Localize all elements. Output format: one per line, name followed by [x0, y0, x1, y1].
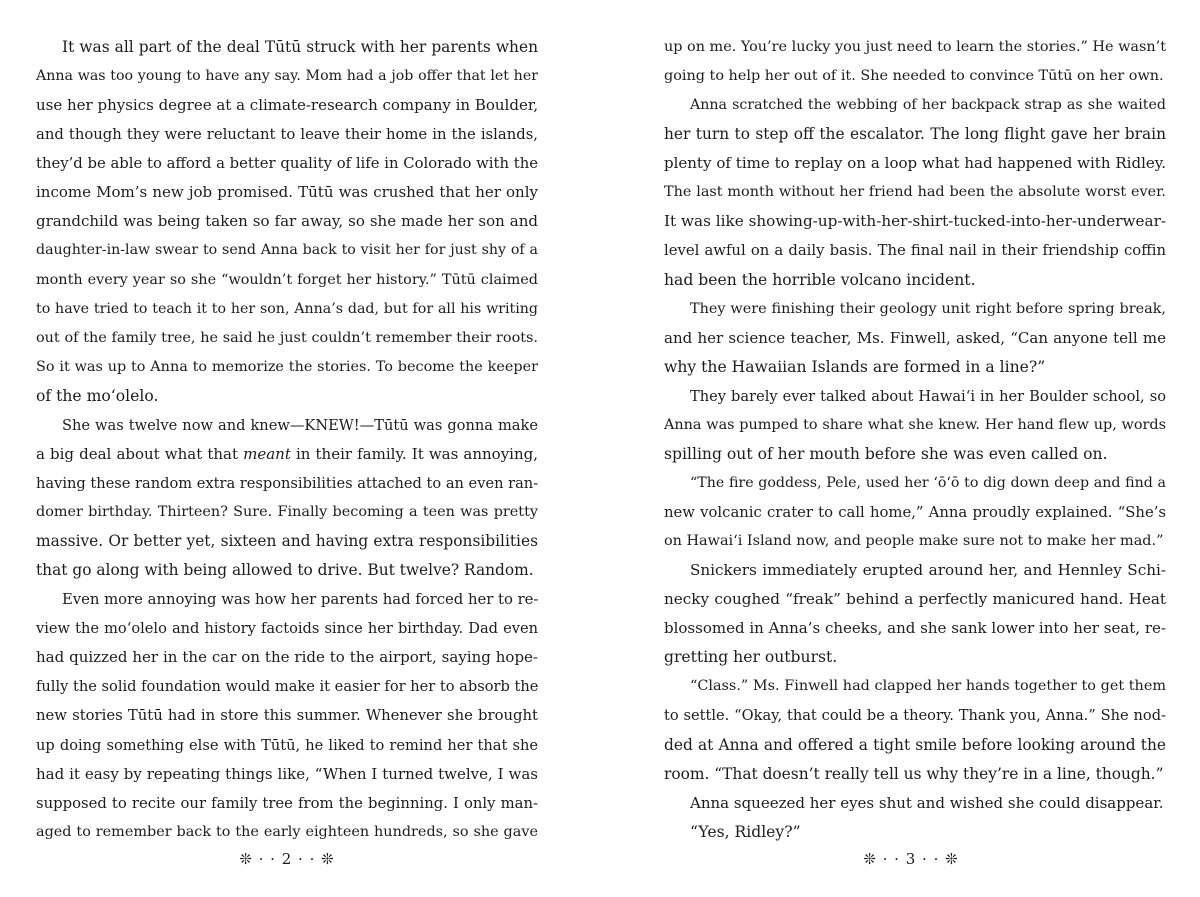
text-line: new volcanic crater to call home,” Anna proudly explained. “She’s [664, 504, 1166, 521]
right-page [664, 33, 1166, 847]
text-line: having these random extra responsibilities attached to an even ran- [36, 474, 539, 492]
text-line: her turn to step off the escalator. The long flight gave her brain [664, 125, 1166, 144]
text-line: They were finishing their geology unit right before spring break, [690, 300, 1166, 317]
text-line: new stories Tūtū had in store this summer. Whenever she brought [36, 707, 538, 725]
text-line: out of the family tree, he said he just couldn’t remember their roots. [36, 329, 538, 346]
text-line: It was like showing-up-with-her-shirt-tucked-into-her-underwear- [664, 212, 1166, 231]
text-line: why the Hawaiian Islands are formed in a line?” [664, 357, 1046, 376]
text-line: to settle. “Okay, that could be a theory. Thank you, Anna.” She nod- [664, 707, 1166, 725]
text-line: had it easy by repeating things like, “When I turned twelve, I was [36, 764, 538, 783]
text-line: grandchild was being taken so far away, so she made her son and [36, 212, 538, 231]
text-line: fully the solid foundation would make it easier for her to absorb the [36, 678, 539, 696]
text-line: that go along with being allowed to drive. But twelve? Random. [36, 561, 534, 580]
text-line: Anna was too young to have any say. Mom had a job offer that let her [36, 68, 538, 85]
text-line: up doing something else with Tūtū, he liked to remind her that she [36, 736, 538, 754]
text-line: had quizzed her in the car on the ride to the airport, saying hope- [36, 648, 538, 667]
text-line: going to help her out of it. She needed to convince Tūtū on her own. [664, 68, 1164, 85]
text-line: had been the horrible volcano incident. [664, 270, 976, 289]
text-line: It was all part of the deal Tūtū struck with her parents when [62, 38, 538, 56]
text-line: view the moʻolelo and history factoids since her birthday. Dad even [36, 620, 538, 638]
text-line: blossomed in Anna’s cheeks, and she sank lower into her seat, re- [664, 619, 1166, 638]
left-page [36, 33, 538, 847]
text-line: of the moʻolelo. [36, 386, 159, 405]
text-line: Anna was pumped to share what she knew. Her hand flew up, words [664, 416, 1166, 433]
text-line: and her science teacher, Ms. Finwell, asked, “Can anyone tell me [664, 328, 1166, 347]
text-line: Even more annoying was how her parents had forced her to re- [62, 591, 539, 609]
text-line: month every year so she “wouldn’t forget her history.” Tūtū claimed [36, 271, 538, 288]
page-number: ❊ · · 2 · · ❊ [239, 850, 335, 868]
text-line: So it was up to Anna to memorize the stories. To become the keeper [36, 358, 538, 375]
text-line: and though they were reluctant to leave their home in the islands, [36, 126, 538, 144]
text-line: “Class.” Ms. Finwell had clapped her hands together to get them [690, 678, 1166, 695]
text-line: they’d be able to afford a better quality of life in Colorado with the [36, 155, 538, 173]
text-line: level awful on a daily basis. The final nail in their friendship coffin [664, 242, 1166, 260]
text-line: “Yes, Ridley?” [690, 822, 801, 841]
text-line: supposed to recite our family tree from the beginning. I only man- [36, 794, 538, 812]
emphasis-text: meant [243, 444, 291, 463]
text-line: up on me. You’re lucky you just need to learn the stories.” He wasn’t [664, 39, 1166, 55]
text-line: She was twelve now and knew—KNEW!—Tūtū was gonna make [62, 416, 538, 434]
page-number: ❊ · · 3 · · ❊ [863, 850, 959, 868]
text-line: to have tried to teach it to her son, Anna’s dad, but for all his writing [36, 300, 538, 317]
text-line: necky coughed “freak” behind a perfectly manicured hand. Heat [664, 590, 1166, 609]
text-line: Snickers immediately erupted around her, and Hennley Schi- [690, 561, 1166, 580]
text-fragment: a big deal about what that [36, 444, 244, 463]
text-line: daughter-in-law swear to send Anna back to visit her for just shy of a [36, 242, 538, 259]
text-line: ded at Anna and offered a tight smile before looking around the [664, 735, 1166, 754]
text-line: massive. Or better yet, sixteen and having extra responsibilities [36, 532, 538, 551]
text-fragment: in their family. It was annoying, [290, 444, 538, 463]
text-line [36, 440, 538, 469]
text-line: room. “That doesn’t really tell us why they’re in a line, though.” [664, 764, 1164, 783]
text-line: domer birthday. Thirteen? Sure. Finally becoming a teen was pretty [36, 504, 538, 520]
text-line: “The fire goddess, Pele, used her ʻōʻō to dig down deep and find a [690, 474, 1166, 491]
text-line: on Hawaiʻi Island now, and people make sure not to make her mad.” [664, 533, 1164, 550]
text-line: use her physics degree at a climate-research company in Boulder, [36, 96, 539, 115]
text-line: They barely ever talked about Hawaiʻi in her Boulder school, so [690, 387, 1166, 405]
text-line: Anna squeezed her eyes shut and wished she could disappear. [690, 793, 1164, 812]
text-line: spilling out of her mouth before she was even called on. [664, 444, 1108, 463]
text-line: plenty of time to replay on a loop what had happened with Ridley. [664, 154, 1166, 173]
text-line: income Mom’s new job promised. Tūtū was crushed that her only [36, 183, 538, 202]
text-line: The last month without her friend had been the absolute worst ever. [664, 184, 1166, 201]
text-line: Anna scratched the webbing of her backpack strap as she waited [690, 97, 1166, 114]
text-line: gretting her outburst. [664, 648, 838, 667]
text-line: aged to remember back to the early eighteen hundreds, so she gave [36, 823, 538, 840]
